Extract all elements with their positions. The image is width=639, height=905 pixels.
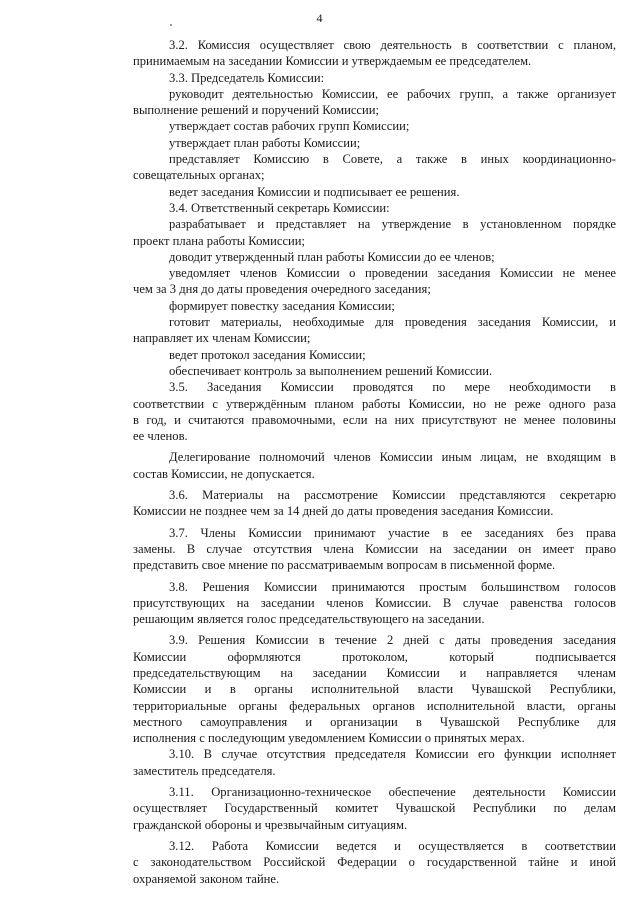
text-line: представить свое мнение по рассматриваемым вопросам в письменной форме.: [133, 558, 556, 573]
document-body: [133, 37, 616, 887]
text-line: готовит материалы, необходимые для проведения заседания Комиссии, и: [169, 315, 616, 330]
page-number: 4: [316, 11, 323, 25]
scan-speck: [170, 24, 172, 26]
text-line: 3.2. Комиссия осуществляет свою деятельность в соответствии с планом,: [169, 38, 616, 52]
text-line: 3.3. Председатель Комиссии:: [169, 70, 325, 85]
text-line: Комиссии не позднее чем за 14 дней до даты проведения заседания Комиссии.: [133, 504, 554, 519]
text-line: 3.9. Решения Комиссии в течение 2 дней с даты проведения заседания: [169, 633, 616, 648]
text-line: с законодательством Российской Федерации о государственной тайне и иной: [133, 855, 616, 870]
text-line: Комиссии оформляются протоколом, который подписывается: [133, 649, 616, 664]
text-line: в год, и считаются правомочными, если на них присутствуют не менее половины: [133, 412, 616, 427]
text-line: присутствующих на заседании членов Комиссии. В случае равенства голосов: [133, 595, 616, 610]
text-line: гражданской обороны и чрезвычайным ситуациям.: [133, 817, 408, 832]
text-line: местного самоуправления и организации в Чувашской Республике для: [133, 714, 616, 729]
text-line: проект плана работы Комиссии;: [133, 233, 306, 248]
text-line: 3.11. Организационно-техническое обеспечение деятельности Комиссии: [169, 785, 616, 800]
text-line: направляет их членам Комиссии;: [133, 331, 311, 346]
text-line: доводит утвержденный план работы Комиссии до ее членов;: [169, 249, 495, 264]
text-line: утверждает состав рабочих групп Комиссии;: [169, 119, 410, 134]
text-line: состав Комиссии, не допускается.: [133, 466, 315, 481]
text-line: Комиссии и в органы исполнительной власти Чувашской Республики,: [133, 682, 616, 697]
text-line: представляет Комиссию в Совете, а также в иных координационно-: [169, 152, 616, 167]
text-line: 3.4. Ответственный секретарь Комиссии:: [169, 200, 390, 215]
text-line: осуществляет Государственный комитет Чувашской Республики по делам: [133, 801, 616, 816]
text-line: ее членов.: [133, 429, 188, 444]
text-line: 3.10. В случае отсутствия председателя Комиссии его функции исполняет: [169, 747, 616, 762]
text-line: принимаемым на заседании Комиссии и утверждаемым ее председателем.: [133, 54, 532, 69]
text-line: 3.12. Работа Комиссии ведется и осуществляется в соответствии: [169, 838, 616, 853]
text-line: разрабатывает и представляет на утверждение в установленном порядке: [169, 217, 616, 232]
text-line: Делегирование полномочий членов Комиссии иным лицам, не входящим в: [169, 450, 616, 465]
text-line: 3.5. Заседания Комиссии проводятся по мере необходимости в: [169, 380, 616, 395]
text-line: заместитель председателя.: [133, 763, 276, 778]
text-line: 3.8. Решения Комиссии принимаются простым большинством голосов: [169, 579, 616, 594]
text-line: 3.7. Члены Комиссии принимают участие в ее заседаниях без права: [169, 525, 616, 540]
text-line: исполнения с последующим уведомлением Комиссии о принятых мерах.: [133, 731, 525, 746]
text-line: обеспечивает контроль за выполнением решений Комиссии.: [169, 363, 493, 378]
text-line: территориальные органы федеральных органов исполнительной власти, органы: [133, 698, 616, 713]
text-line: ведет протокол заседания Комиссии;: [169, 347, 366, 362]
text-line: охраняемой законом тайне.: [133, 871, 280, 886]
text-line: ведет заседания Комиссии и подписывает ее решения.: [169, 184, 460, 199]
text-line: совещательных органах;: [133, 168, 265, 183]
text-line: выполнение решений и поручений Комиссии;: [133, 103, 379, 118]
text-line: чем за 3 дня до даты проведения очередного заседания;: [133, 282, 431, 297]
text-line: председательствующим на заседании Комиссии и направляется членам: [133, 665, 616, 680]
text-line: уведомляет членов Комиссии о проведении заседания Комиссии не менее: [169, 266, 616, 281]
text-line: соответствии с утверждённым планом работы Комиссии, но не реже одного раза: [133, 396, 616, 411]
text-line: 3.6. Материалы на рассмотрение Комиссии представляются секретарю: [169, 488, 616, 503]
text-line: замены. В случае отсутствия члена Комиссии на заседании он имеет право: [133, 541, 616, 556]
text-line: решающим является голос председательствующего на заседании.: [133, 612, 485, 627]
text-line: руководит деятельностью Комиссии, ее рабочих групп, а также организует: [169, 86, 616, 101]
text-line: формирует повестку заседания Комиссии;: [169, 298, 395, 313]
text-line: утверждает план работы Комиссии;: [169, 135, 361, 150]
